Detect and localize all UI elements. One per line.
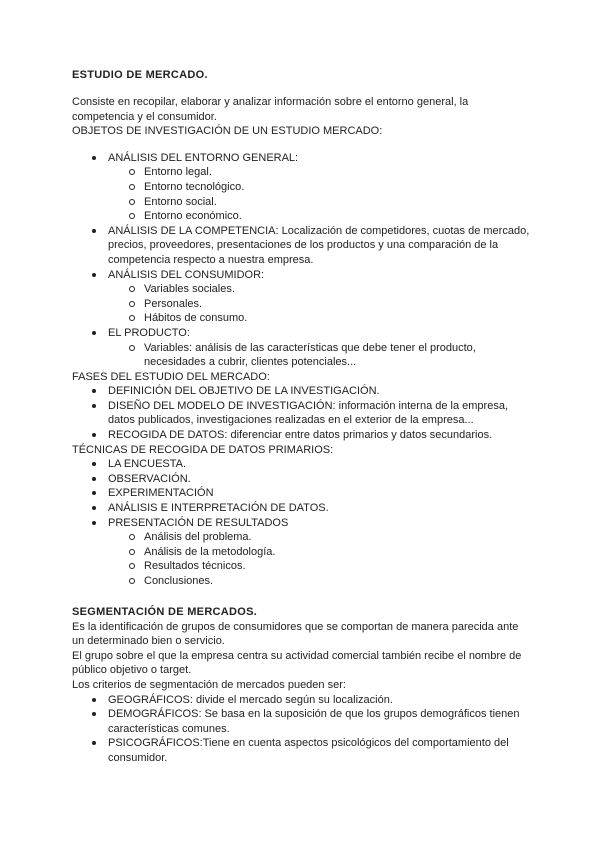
list-item: Conclusiones. — [108, 574, 530, 589]
sub-list — [108, 530, 530, 588]
list-item — [72, 151, 530, 224]
techniques-list — [72, 457, 530, 588]
list-item: ANÁLISIS E INTERPRETACIÓN DE DATOS. — [72, 501, 530, 516]
list-item: EXPERIMENTACIÓN — [72, 486, 530, 501]
technique-label: PRESENTACIÓN DE RESULTADOS — [108, 516, 289, 529]
objects-list — [72, 151, 530, 370]
list-item: DISEÑO DEL MODELO DE INVESTIGACIÓN: información interna de la empresa, datos publicados, investigaciones realizadas en el exterior de la empresa... — [72, 399, 530, 428]
list-item: Variables sociales. — [108, 282, 530, 297]
list-item — [72, 224, 530, 268]
list-item: Análisis de la metodología. — [108, 545, 530, 560]
list-item: DEMOGRÁFICOS: Se basa en la suposición de que los grupos demográficos tienen características comunes. — [72, 707, 530, 736]
objects-heading: OBJETOS DE INVESTIGACIÓN DE UN ESTUDIO MERCADO: — [72, 125, 383, 138]
criteria-list — [72, 693, 530, 766]
list-item: OBSERVACIÓN. — [72, 472, 530, 487]
list-item — [72, 516, 530, 589]
segmentation-paragraph-1: Es la identificación de grupos de consumidores que se comportan de manera parecida ante un determinado bien o servicio. — [72, 620, 519, 648]
sub-list — [108, 341, 530, 370]
section-title-segmentacion: SEGMENTACIÓN DE MERCADOS. — [72, 605, 258, 618]
segmentation-paragraph-3: Los criterios de segmentación de mercados pueden ser: — [72, 678, 346, 691]
list-item: Entorno tecnológico. — [108, 180, 530, 195]
list-item: Entorno económico. — [108, 209, 530, 224]
object-label: ANÁLISIS DE LA COMPETENCIA: Localización de competidores, cuotas de mercado, precios, proveedores, presentaciones de los productos y una comparación de la competencia respecto a nuestra empresa. — [108, 224, 530, 266]
list-item: RECOGIDA DE DATOS: diferenciar entre datos primarios y datos secundarios. — [72, 428, 530, 443]
list-item — [72, 326, 530, 370]
segmentation-paragraph-2: El grupo sobre el que la empresa centra su actividad comercial también recibe el nombre de público objetivo o target. — [72, 649, 522, 677]
object-label: ANÁLISIS DEL CONSUMIDOR: — [108, 268, 265, 281]
list-item: Personales. — [108, 297, 530, 312]
phases-list — [72, 384, 530, 442]
sub-list — [108, 165, 530, 223]
list-item: GEOGRÁFICOS: divide el mercado según su localización. — [72, 693, 530, 708]
section-title-estudio: ESTUDIO DE MERCADO. — [72, 69, 208, 81]
list-item: PSICOGRÁFICOS:Tiene en cuenta aspectos psicológicos del comportamiento del consumidor. — [72, 736, 530, 765]
list-item: Variables: análisis de las características que debe tener el producto, necesidades a cubrir, clientes potenciales... — [108, 341, 530, 370]
sub-list — [108, 282, 530, 326]
phases-heading: FASES DEL ESTUDIO DEL MERCADO: — [72, 370, 270, 383]
techniques-heading: TÉCNICAS DE RECOGIDA DE DATOS PRIMARIOS: — [72, 443, 334, 456]
list-item: Hábitos de consumo. — [108, 311, 530, 326]
list-item: Resultados técnicos. — [108, 559, 530, 574]
list-item — [72, 268, 530, 326]
list-item: Entorno social. — [108, 195, 530, 210]
object-label: ANÁLISIS DEL ENTORNO GENERAL: — [108, 151, 299, 164]
list-item: Análisis del problema. — [108, 530, 530, 545]
object-label: EL PRODUCTO: — [108, 326, 190, 339]
intro-paragraph: Consiste en recopilar, elaborar y analizar información sobre el entorno general, la competencia y el consumidor. — [72, 96, 469, 123]
list-item: Entorno legal. — [108, 165, 530, 180]
list-item: LA ENCUESTA. — [72, 457, 530, 472]
list-item: DEFINICIÓN DEL OBJETIVO DE LA INVESTIGACIÓN. — [72, 384, 530, 399]
